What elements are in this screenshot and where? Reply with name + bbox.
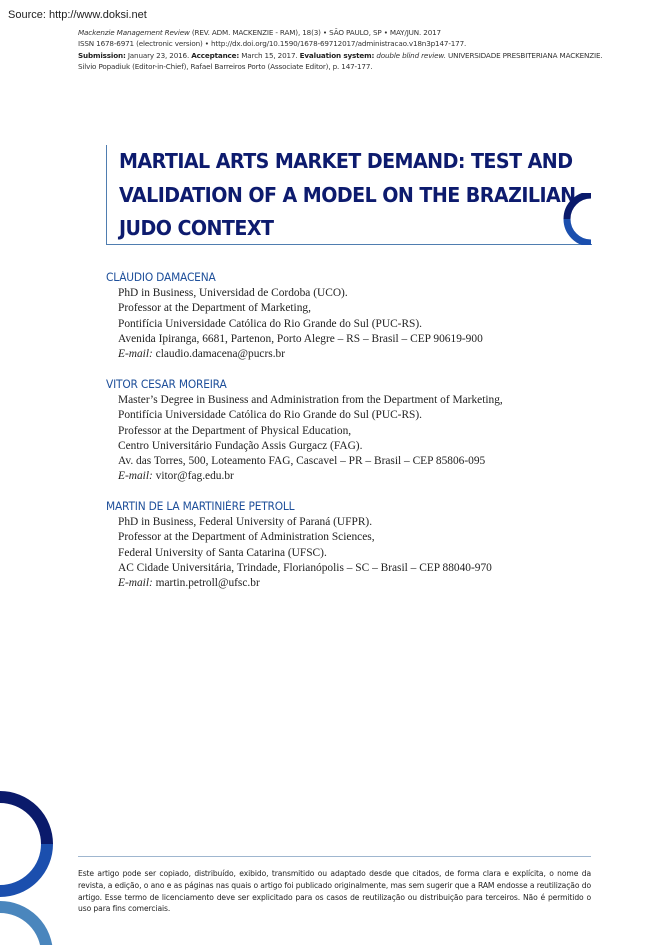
author-email: E-mail: martin.petroll@ufsc.br — [118, 577, 260, 590]
decorative-arc-icon — [563, 193, 591, 245]
header-line-4: Silvio Popadiuk (Editor-in-Chief), Rafael Barreiros Porto (Associate Editor), p. 147-177. — [78, 61, 373, 71]
journal-header — [78, 27, 603, 72]
header-line-2: ISSN 1678-6971 (electronic version) • http://dx.doi.org/10.1590/1678-69712017/administracao.v18n3p147-177. — [78, 39, 467, 49]
source-label: Source: http://www.doksi.net — [8, 9, 147, 21]
title-frame — [106, 145, 592, 245]
journal-name: Mackenzie Management Review — [78, 28, 190, 37]
author-block: MARTIN DE LA MARTINIÈRE PETROLL PhD in Business, Federal University of Paraná (UFPR). Professor at the Department of Administration Sciences, Federal University of Santa Catarina (UFSC). AC Cidade Universitária, Trindade, Florianópolis – SC – Brasil – CEP 88040-970 E-mail: martin.petroll@ufsc.br — [106, 500, 492, 591]
author-block: VITOR CESAR MOREIRA Master’s Degree in Business and Administration from the Department of Marketing, Pontifícia Universidade Católica do Rio Grande do Sul (PUC-RS). Professor at the Department of Physical Education, Centro Universitário Fundação Assis Gurgacz (FAG). Av. das Torres, 500, Loteamento FAG, Cascavel – PR – Brasil – CEP 85806-095 E-mail: vitor@fag.edu.br — [106, 378, 503, 485]
author-email: E-mail: claudio.damacena@pucrs.br — [118, 348, 286, 361]
author-name: VITOR CESAR MOREIRA — [106, 378, 227, 391]
header-line-1: Mackenzie Management Review (REV. ADM. MACKENZIE - RAM), 18(3) • SÃO PAULO, SP • MAY/JUN. 2017 — [78, 28, 441, 37]
license-text: Este artigo pode ser copiado, distribuído, exibido, transmitido ou adaptado desde que citados, de forma clara e explícita, o nome da revista, a edição, o ano e as páginas nas quais o artigo foi publicado originalmente, mas sem sugerir que a RAM endosse a reutilização do artigo. Esse termo de licenciamento deve ser explicitado para os casos de reutilização ou distribuição para terceiros. Não é permitido o uso para fins comerciais. — [78, 869, 591, 914]
article-title: MARTIAL ARTS MARKET DEMAND: TEST AND VALIDATION OF A MODEL ON THE BRAZILIAN JUDO CONTEXT — [119, 149, 576, 240]
author-email: E-mail: vitor@fag.edu.br — [118, 470, 234, 483]
author-block: CLÁUDIO DAMACENA PhD in Business, Universidad de Cordoba (UCO). Professor at the Department of Marketing, Pontifícia Universidade Católica do Rio Grande do Sul (PUC-RS). Avenida Ipiranga, 6681, Partenon, Porto Alegre – RS – Brasil – CEP 90619-900 E-mail: claudio.damacena@pucrs.br — [106, 271, 483, 362]
author-name: CLÁUDIO DAMACENA — [106, 271, 216, 284]
decorative-rings-icon — [0, 790, 60, 945]
header-line-3: Submission: January 23, 2016. Acceptance: March 15, 2017. Evaluation system: double blind review. UNIVERSIDADE PRESBITERIANA MACKENZIE. — [78, 50, 603, 60]
author-name: MARTIN DE LA MARTINIÈRE PETROLL — [106, 500, 295, 513]
footer-divider — [78, 856, 591, 857]
